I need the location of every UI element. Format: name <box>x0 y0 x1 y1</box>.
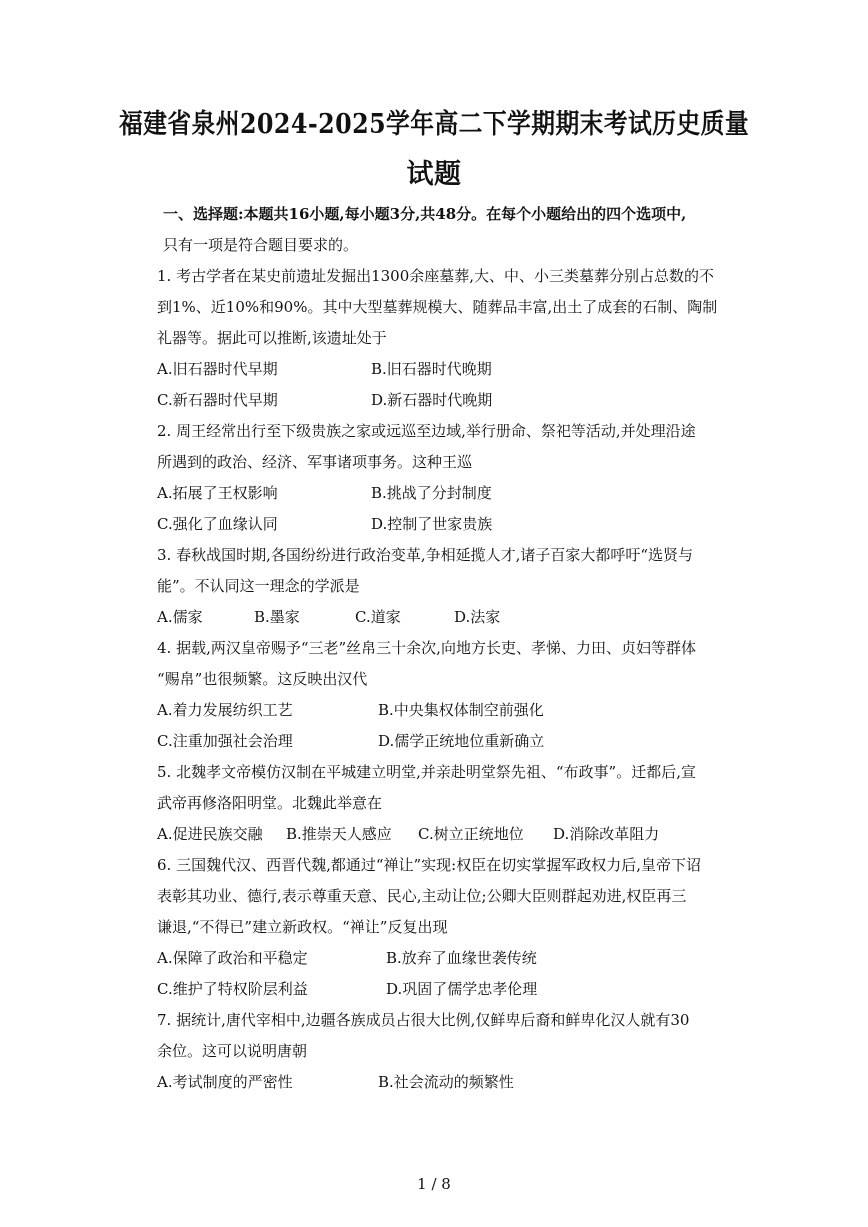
question-4-option-b: B.中央集权体制空前强化 <box>378 701 544 719</box>
question-6-stem-line-2: 表彰其功业、德行,表示尊重天意、民心,主动让位;公卿大臣则群起劝进,权臣再三 <box>157 887 687 905</box>
question-1-option-d: D.新石器时代晚期 <box>371 391 493 409</box>
question-5-option-a: A.促进民族交融 <box>157 825 263 843</box>
question-7-option-a: A.考试制度的严密性 <box>157 1073 293 1091</box>
question-3-stem-line-2: 能”。不认同这一理念的学派是 <box>157 577 360 595</box>
question-1-option-b: B.旧石器时代晚期 <box>371 360 492 378</box>
question-6-option-a: A.保障了政治和平稳定 <box>157 949 308 967</box>
question-3-stem-line-1: 3. 春秋战国时期,各国纷纷进行政治变革,争相延揽人才,诸子百家大都呼吁“选贤与 <box>157 546 694 564</box>
section-instruction-line-2: 只有一项是符合题目要求的。 <box>163 236 359 254</box>
question-4-option-c: C.注重加强社会治理 <box>157 732 293 750</box>
question-6-stem-line-3: 谦退,“不得已”建立新政权。“禅让”反复出现 <box>157 918 448 936</box>
document-title-line-2: 试题 <box>406 159 462 190</box>
question-3-option-b: B.墨家 <box>254 608 300 626</box>
question-5-stem-line-1: 5. 北魏孝文帝模仿汉制在平城建立明堂,并亲赴明堂祭先祖、“布政事”。迁都后,宣 <box>157 763 696 781</box>
question-2-option-b: B.挑战了分封制度 <box>371 484 492 502</box>
question-6-stem-line-1: 6. 三国魏代汉、西晋代魏,都通过“禅让”实现:权臣在切实掌握军政权力后,皇帝下诏 <box>157 856 702 874</box>
question-5-stem-line-2: 武帝再修洛阳明堂。北魏此举意在 <box>157 794 383 812</box>
question-3-option-d: D.法家 <box>454 608 501 626</box>
question-4-stem-line-1: 4. 据载,两汉皇帝赐予“三老”丝帛三十余次,向地方长吏、孝悌、力田、贞妇等群体 <box>157 639 696 657</box>
question-6-option-d: D.巩固了儒学忠孝伦理 <box>386 980 538 998</box>
question-2-option-d: D.控制了世家贵族 <box>371 515 493 533</box>
question-6-option-b: B.放弃了血缘世袭传统 <box>386 949 537 967</box>
question-3-option-c: C.道家 <box>355 608 401 626</box>
question-2-option-c: C.强化了血缘认同 <box>157 515 278 533</box>
question-2-option-a: A.拓展了王权影响 <box>157 484 278 502</box>
question-1-stem-line-2: 到1%、近10%和90%。其中大型墓葬规模大、随葬品丰富,出土了成套的石制、陶制 <box>157 298 718 316</box>
question-7-stem-line-2: 余位。这可以说明唐朝 <box>157 1042 308 1060</box>
question-5-option-b: B.推崇天人感应 <box>286 825 392 843</box>
question-1-stem-line-1: 1. 考古学者在某史前遗址发掘出1300余座墓葬,大、中、小三类墓葬分别占总数的不 <box>157 267 715 285</box>
question-5-option-c: C.树立正统地位 <box>418 825 524 843</box>
question-1-stem-line-3: 礼器等。据此可以推断,该遗址处于 <box>157 329 387 347</box>
question-4-option-a: A.着力发展纺织工艺 <box>157 701 293 719</box>
question-5-option-d: D.消除改革阻力 <box>553 825 660 843</box>
question-2-stem-line-1: 2. 周王经常出行至下级贵族之家或远巡至边域,举行册命、祭祀等活动,并处理沿途 <box>157 422 696 440</box>
document-title-line-1: 福建省泉州2024-2025学年高二下学期期末考试历史质量 <box>118 109 750 140</box>
question-6-option-c: C.维护了特权阶层利益 <box>157 980 308 998</box>
question-4-option-d: D.儒学正统地位重新确立 <box>378 732 545 750</box>
page-number: 1 / 8 <box>417 1175 451 1193</box>
question-4-stem-line-2: “赐帛”也很频繁。这反映出汉代 <box>157 670 368 688</box>
question-7-stem-line-1: 7. 据统计,唐代宰相中,边疆各族成员占很大比例,仅鲜卑后裔和鲜卑化汉人就有30 <box>157 1011 690 1029</box>
question-1-option-a: A.旧石器时代早期 <box>157 360 278 378</box>
section-instruction-line-1: 一、选择题:本题共16小题,每小题3分,共48分。在每个小题给出的四个选项中, <box>163 205 687 223</box>
question-2-stem-line-2: 所遇到的政治、经济、军事诸项事务。这种王巡 <box>157 453 473 471</box>
question-3-option-a: A.儒家 <box>157 608 203 626</box>
question-1-option-c: C.新石器时代早期 <box>157 391 278 409</box>
question-7-option-b: B.社会流动的频繁性 <box>378 1073 514 1091</box>
